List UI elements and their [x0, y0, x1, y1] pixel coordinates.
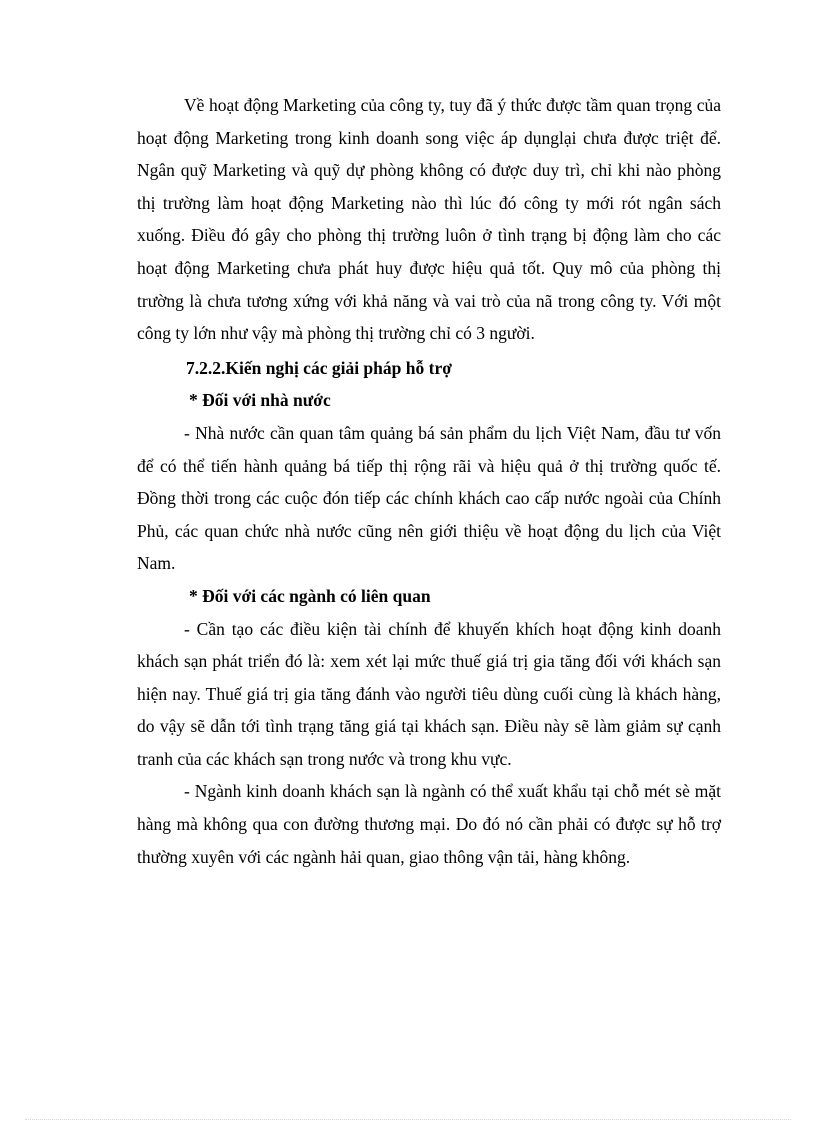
paragraph-state-recommendation: - Nhà nước cần quan tâm quảng bá sản phẩm du lịch Việt Nam, đầu tư vốn để có thể tiến hành quảng bá tiếp thị rộng rãi và hiệu quả ở thị trường quốc tế. Đồng thời trong các cuộc đón tiếp các chính khách cao cấp nước ngoài của Chính Phủ, các quan chức nhà nước cũng nên giới thiệu về hoạt động du lịch của Việt Nam. — [137, 422, 721, 574]
paragraph-marketing-assessment: Về hoạt động Marketing của công ty, tuy đã ý thức được tầm quan trọng của hoạt động Marketing trong kinh doanh song việc áp dụnglại chưa được triệt để. Ngân quỹ Marketing và quỹ dự phòng không có được duy trì, chỉ khi nào phòng thị trường làm hoạt động Marketing nào thì lúc đó công ty mới rót ngân sách xuống. Điều đó gây cho phòng thị trường luôn ở tình trạng bị động làm cho các hoạt động Marketing chưa phát huy được hiệu quả tốt. Quy mô của phòng thị trường là chưa tương xứng với khả năng và vai trò của nã trong công ty. Với một công ty lớn như vậy mà phòng thị trường chỉ có 3 người. — [137, 95, 721, 344]
page-footer-divider — [25, 1119, 791, 1120]
paragraph-finance-recommendation: - Cần tạo các điều kiện tài chính để khuyến khích hoạt động kinh doanh khách sạn phát triển đó là: xem xét lại mức thuế giá trị gia tăng đối với khách sạn hiện nay. Thuế giá trị gia tăng đánh vào người tiêu dùng cuối cùng là khách hàng, do vậy sẽ dẫn tới tình trạng tăng giá tại khách sạn. Điều này sẽ làm giảm sự cạnh tranh của các khách sạn trong nước và trong khu vực. — [137, 618, 721, 769]
document-body — [137, 89, 721, 873]
paragraph-export-recommendation: - Ngành kinh doanh khách sạn là ngành có thể xuất khẩu tại chỗ mét sè mặt hàng mà không qua con đường thương mại. Do đó nó cần phải có được sự hỗ trợ thường xuyên với các ngành hải quan, giao thông vận tải, hàng không. — [137, 781, 721, 867]
subheading-state: * Đối với nhà nước — [189, 390, 331, 411]
section-heading: 7.2.2.Kiến nghị các giải pháp hỗ trợ — [186, 357, 452, 378]
subheading-related-sectors: * Đối với các ngành có liên quan — [189, 585, 431, 606]
